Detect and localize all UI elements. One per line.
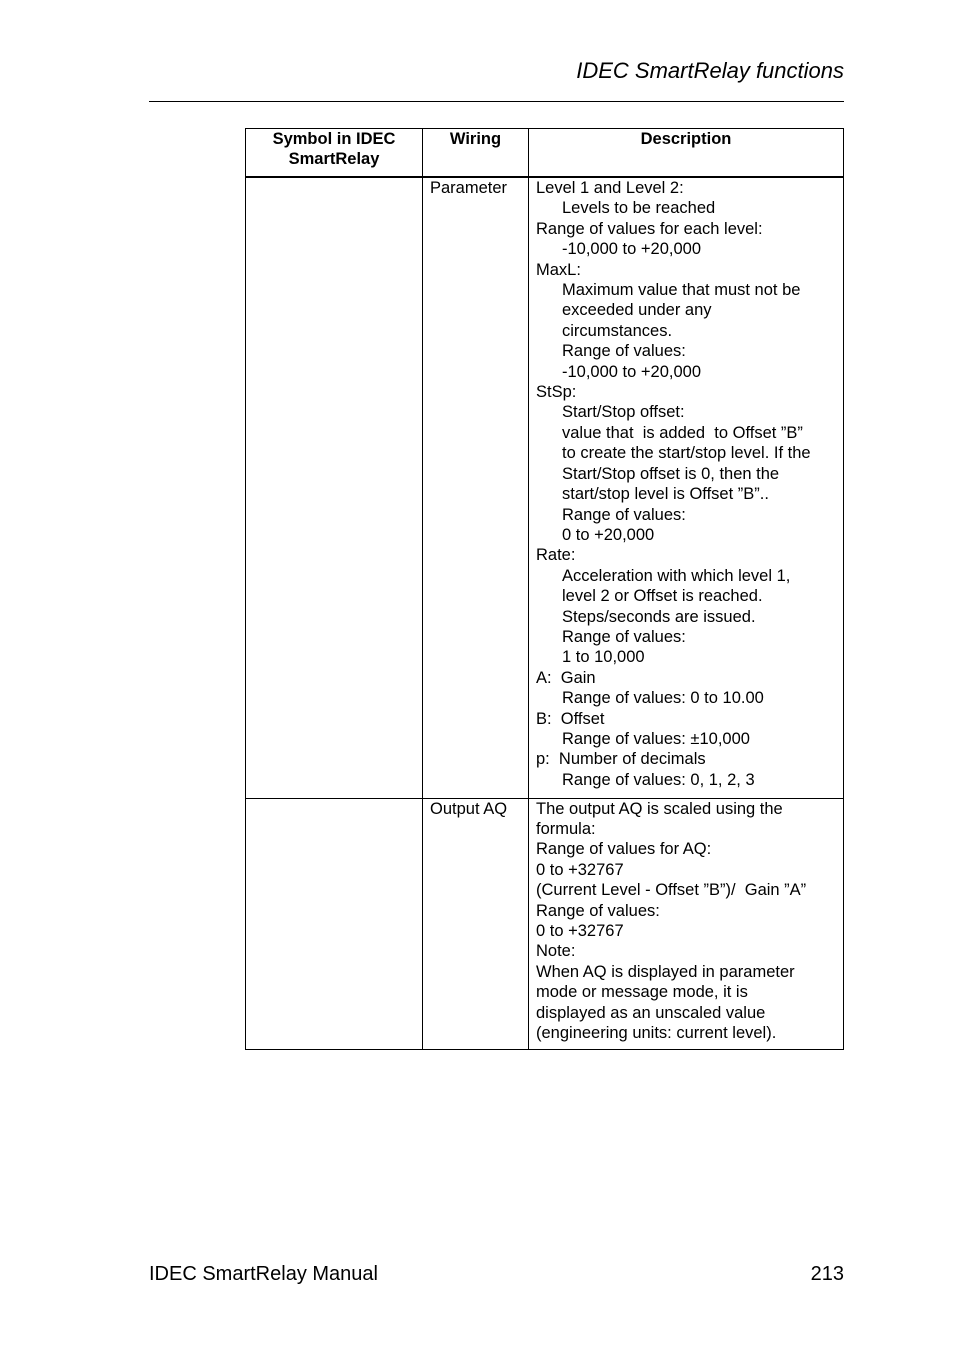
function-spec-table [245, 128, 844, 1050]
wiring-cell: Parameter [423, 177, 529, 798]
table-row-output-aq [246, 798, 844, 1050]
description-line: formula: [536, 819, 596, 838]
description-lines [536, 799, 837, 1044]
description-line: Range of values: [536, 901, 660, 920]
description-line: 0 to +20,000 [562, 525, 655, 544]
description-line: Start/Stop offset is 0, then the [562, 464, 780, 483]
description-line: Acceleration with which level 1, [562, 566, 791, 585]
description-line: The output AQ is scaled using the [536, 799, 783, 818]
running-header-title: IDEC SmartRelay functions [576, 58, 844, 83]
description-line: 0 to +32767 [536, 860, 624, 879]
footer-page-number: 213 [810, 1263, 844, 1285]
description-line: Range of values: 0, 1, 2, 3 [562, 770, 755, 789]
description-line: (engineering units: current level). [536, 1023, 777, 1042]
description-line: B: Offset [536, 709, 605, 728]
description-line: Level 1 and Level 2: [536, 179, 684, 197]
description-line: Range of values for AQ: [536, 840, 712, 859]
description-cell [529, 798, 844, 1050]
symbol-cell [246, 177, 423, 798]
description-cell [529, 177, 844, 798]
column-header-wiring: Wiring [423, 129, 529, 178]
description-line: Start/Stop offset: [562, 403, 685, 422]
description-line: exceeded under any [562, 301, 712, 320]
description-line: 0 to +32767 [536, 921, 624, 940]
description-line: Range of values: [562, 505, 686, 524]
description-line: Maximum value that must not be [562, 281, 801, 300]
description-line: Steps/seconds are issued. [562, 607, 756, 626]
description-line: mode or message mode, it is [536, 983, 748, 1002]
description-line: circumstances. [562, 321, 673, 340]
description-line: Levels to be reached [562, 199, 716, 218]
footer-manual-title: IDEC SmartRelay Manual [149, 1263, 378, 1285]
symbol-cell [246, 798, 423, 1050]
table-header-row [246, 129, 844, 178]
description-line: value that is added to Offset ”B” [562, 423, 803, 442]
description-line: (Current Level - Offset ”B”)/ Gain ”A” [536, 881, 807, 900]
description-line: StSp: [536, 383, 577, 402]
description-line: -10,000 to +20,000 [562, 362, 701, 381]
table-row-parameter [246, 177, 844, 798]
description-lines [536, 178, 837, 790]
description-line: Range of values: [562, 627, 686, 646]
description-line: Note: [536, 942, 576, 961]
description-line: When AQ is displayed in parameter [536, 962, 795, 981]
description-line: Range of values: 0 to 10.00 [562, 689, 764, 708]
description-line: Range of values: ±10,000 [562, 729, 750, 748]
description-line: Range of values for each level: [536, 219, 763, 238]
description-line: level 2 or Offset is reached. [562, 587, 763, 606]
wiring-cell: Output AQ [423, 798, 529, 1050]
description-line: Range of values: [562, 342, 686, 361]
description-line: to create the start/stop level. If the [562, 444, 811, 463]
description-line: -10,000 to +20,000 [562, 240, 701, 259]
description-line: Rate: [536, 546, 576, 565]
description-line: A: Gain [536, 668, 596, 687]
description-line: MaxL: [536, 260, 581, 279]
description-line: start/stop level is Offset ”B”.. [562, 485, 769, 504]
description-line: p: Number of decimals [536, 750, 706, 769]
description-line: 1 to 10,000 [562, 648, 645, 667]
column-header-symbol: Symbol in IDEC SmartRelay [246, 129, 423, 178]
column-header-description: Description [529, 129, 844, 178]
header-divider [149, 101, 844, 102]
description-line: displayed as an unscaled value [536, 1003, 766, 1022]
